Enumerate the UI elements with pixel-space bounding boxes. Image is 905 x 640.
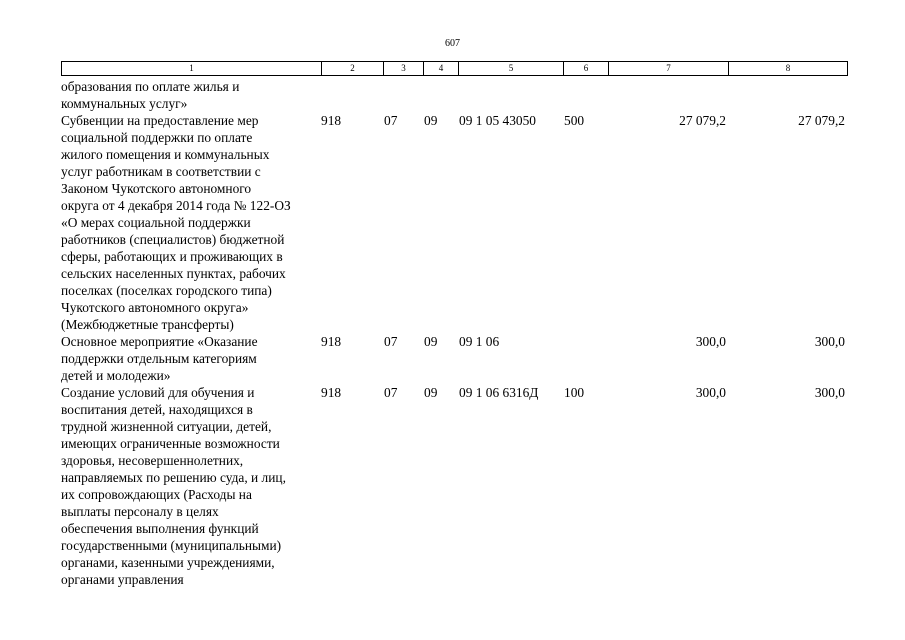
subsection-code: 09 [424,334,438,349]
column-header: 2 [322,62,384,76]
ministry-code: 918 [321,385,342,400]
column-header: 3 [384,62,424,76]
column-header: 5 [459,62,564,76]
ministry-code: 918 [321,113,342,128]
table-row [61,78,847,112]
section-code: 07 [384,385,398,400]
column-header: 4 [424,62,459,76]
table-row [61,112,847,333]
row-description: Основное мероприятие «Оказание поддержки отдельным категориям детей и молодежи» [61,334,258,383]
row-description: Субвенции на предоставление мер социальной поддержки по оплате жилого помещения и коммунальных услуг работникам в соответствии с Законом Чукотского автономного округа от 4 декабря 2014 года № 122-ОЗ «О мерах социальной поддержки работников (специалистов) бюджетной сферы, работающих и проживающих в сельских населенных пунктах, рабочих поселках (поселках городского типа) Чукотского автономного округа» (Межбюджетные трансферты) [61,113,291,332]
column-header: 7 [609,62,729,76]
target-article-code: 09 1 05 43050 [459,113,536,128]
column-header: 6 [564,62,609,76]
section-code: 07 [384,334,398,349]
amount-col7: 27 079,2 [679,113,726,128]
row-description: образования по оплате жилья и коммунальных услуг» [61,79,240,111]
column-header: 8 [729,62,848,76]
table-row [61,384,847,588]
target-article-code: 09 1 06 [459,334,500,349]
amount-col7: 300,0 [695,385,726,400]
amount-col7: 300,0 [695,334,726,349]
ministry-code: 918 [321,334,342,349]
page-number: 607 [445,38,460,49]
subsection-code: 09 [424,113,438,128]
row-description: Создание условий для обучения и воспитания детей, находящихся в трудной жизненной ситуации, детей, имеющих ограниченные возможности здоровья, несовершеннолетних, направляемых по решению суда, и лиц, их сопровождающих (Расходы на выплаты персоналу в целях обеспечения выполнения функций государственными (муниципальными) органами, казенными учреждениями, органами управления [61,385,286,587]
subsection-code: 09 [424,385,438,400]
table-body [61,78,847,588]
amount-col8: 300,0 [814,334,845,349]
amount-col8: 300,0 [814,385,845,400]
expense-type-code: 500 [564,113,585,128]
expense-type-code: 100 [564,385,585,400]
section-code: 07 [384,113,398,128]
target-article-code: 09 1 06 6316Д [459,385,539,400]
amount-col8: 27 079,2 [798,113,845,128]
column-header: 1 [62,62,322,76]
table-row [61,333,847,384]
table-header [61,61,848,76]
